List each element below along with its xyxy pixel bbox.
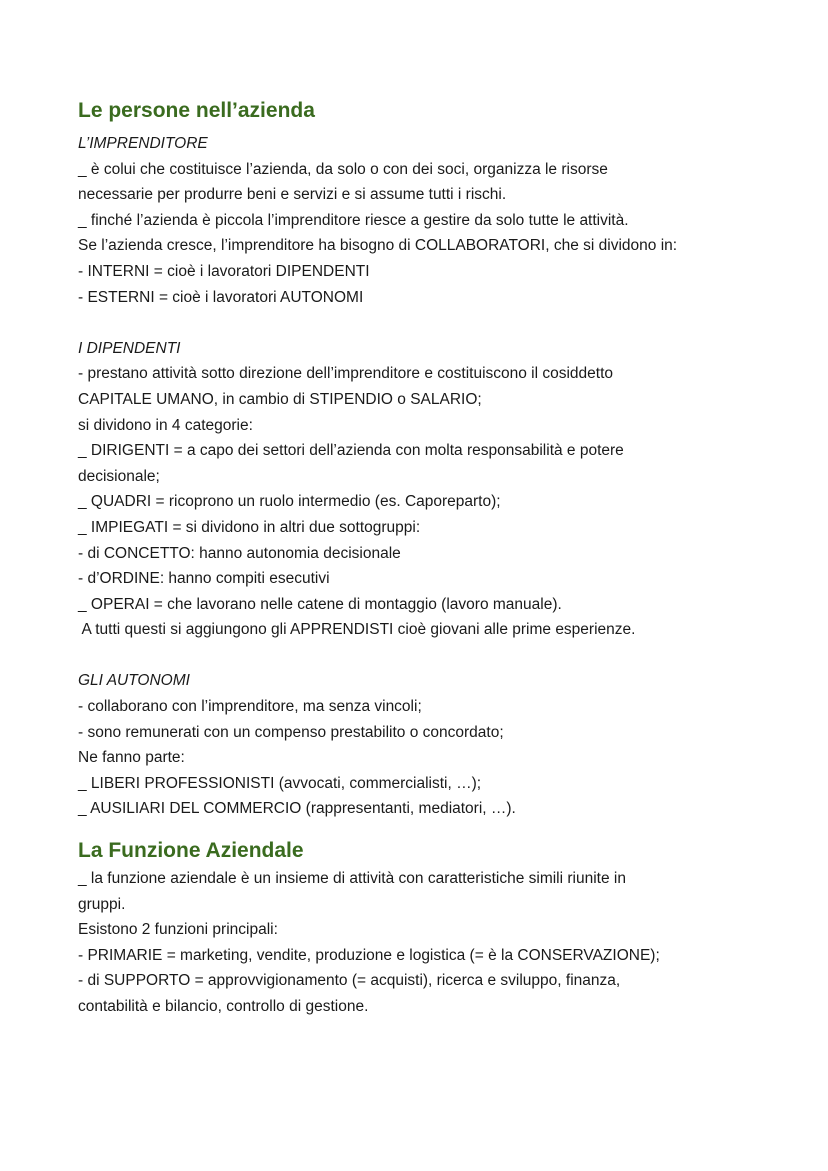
paragraph-line: _ è colui che costituisce l’azienda, da solo o con dei soci, organizza le risorse bbox=[78, 160, 608, 178]
spacer bbox=[78, 643, 778, 669]
subheading-imprenditore: L’IMPRENDITORE bbox=[78, 135, 208, 152]
paragraph-line: CAPITALE UMANO, in cambio di STIPENDIO o SALARIO; bbox=[78, 390, 482, 408]
list-item: - ESTERNI = cioè i lavoratori AUTONOMI bbox=[78, 288, 364, 306]
subheading-dipendenti: I DIPENDENTI bbox=[78, 339, 181, 357]
list-item: - d’ORDINE: hanno compiti esecutivi bbox=[78, 570, 330, 588]
paragraph-line: contabilità e bilancio, controllo di gestione. bbox=[78, 998, 369, 1015]
list-item: _ LIBERI PROFESSIONISTI (avvocati, commercialisti, …); bbox=[78, 774, 482, 792]
list-item: _ OPERAI = che lavorano nelle catene di montaggio (lavoro manuale). bbox=[78, 595, 562, 613]
paragraph-line: Se l’azienda cresce, l’imprenditore ha bisogno di COLLABORATORI, che si dividono in: bbox=[78, 237, 678, 255]
spacer bbox=[78, 310, 778, 336]
list-item: - collaborano con l’imprenditore, ma senza vincoli; bbox=[78, 698, 422, 716]
paragraph-line: Esistono 2 funzioni principali: bbox=[78, 921, 278, 939]
section-title-funzione: La Funzione Aziendale bbox=[78, 839, 304, 863]
paragraph-line: _ la funzione aziendale è un insieme di attività con caratteristiche simili riunite in bbox=[78, 870, 626, 888]
paragraph-line: si dividono in 4 categorie: bbox=[78, 416, 253, 434]
paragraph-line: Ne fanno parte: bbox=[78, 749, 185, 767]
list-item: _ DIRIGENTI = a capo dei settori dell’azienda con molta responsabilità e potere bbox=[78, 442, 624, 460]
list-item: - INTERNI = cioè i lavoratori DIPENDENTI bbox=[78, 262, 370, 280]
section-title-persone: Le persone nell’azienda bbox=[78, 99, 315, 122]
paragraph-line: _ finché l’azienda è piccola l’imprenditore riesce a gestire da solo tutte le attività. bbox=[78, 211, 629, 229]
list-item: - PRIMARIE = marketing, vendite, produzione e logistica (= è la CONSERVAZIONE); bbox=[78, 946, 660, 964]
paragraph-line: A tutti questi si aggiungono gli APPRENDISTI cioè giovani alle prime esperienze. bbox=[78, 621, 636, 639]
list-item: _ IMPIEGATI = si dividono in altri due sottogruppi: bbox=[78, 518, 421, 536]
list-item: - di CONCETTO: hanno autonomia decisionale bbox=[78, 544, 401, 562]
paragraph-line: decisionale; bbox=[78, 467, 160, 485]
list-item: _ QUADRI = ricoprono un ruolo intermedio (es. Caporeparto); bbox=[78, 493, 501, 511]
list-item: - di SUPPORTO = approvvigionamento (= acquisti), ricerca e sviluppo, finanza, bbox=[78, 972, 621, 990]
paragraph-line: necessarie per produrre beni e servizi e si assume tutti i rischi. bbox=[78, 186, 507, 204]
paragraph-line: gruppi. bbox=[78, 895, 126, 913]
subheading-autonomi: GLI AUTONOMI bbox=[78, 672, 190, 690]
document-page bbox=[78, 96, 778, 1020]
list-item: _ AUSILIARI DEL COMMERCIO (rappresentanti, mediatori, …). bbox=[78, 800, 516, 818]
list-item: - sono remunerati con un compenso prestabilito o concordato; bbox=[78, 723, 504, 741]
paragraph-line: - prestano attività sotto direzione dell’imprenditore e costituiscono il cosiddetto bbox=[78, 365, 614, 383]
